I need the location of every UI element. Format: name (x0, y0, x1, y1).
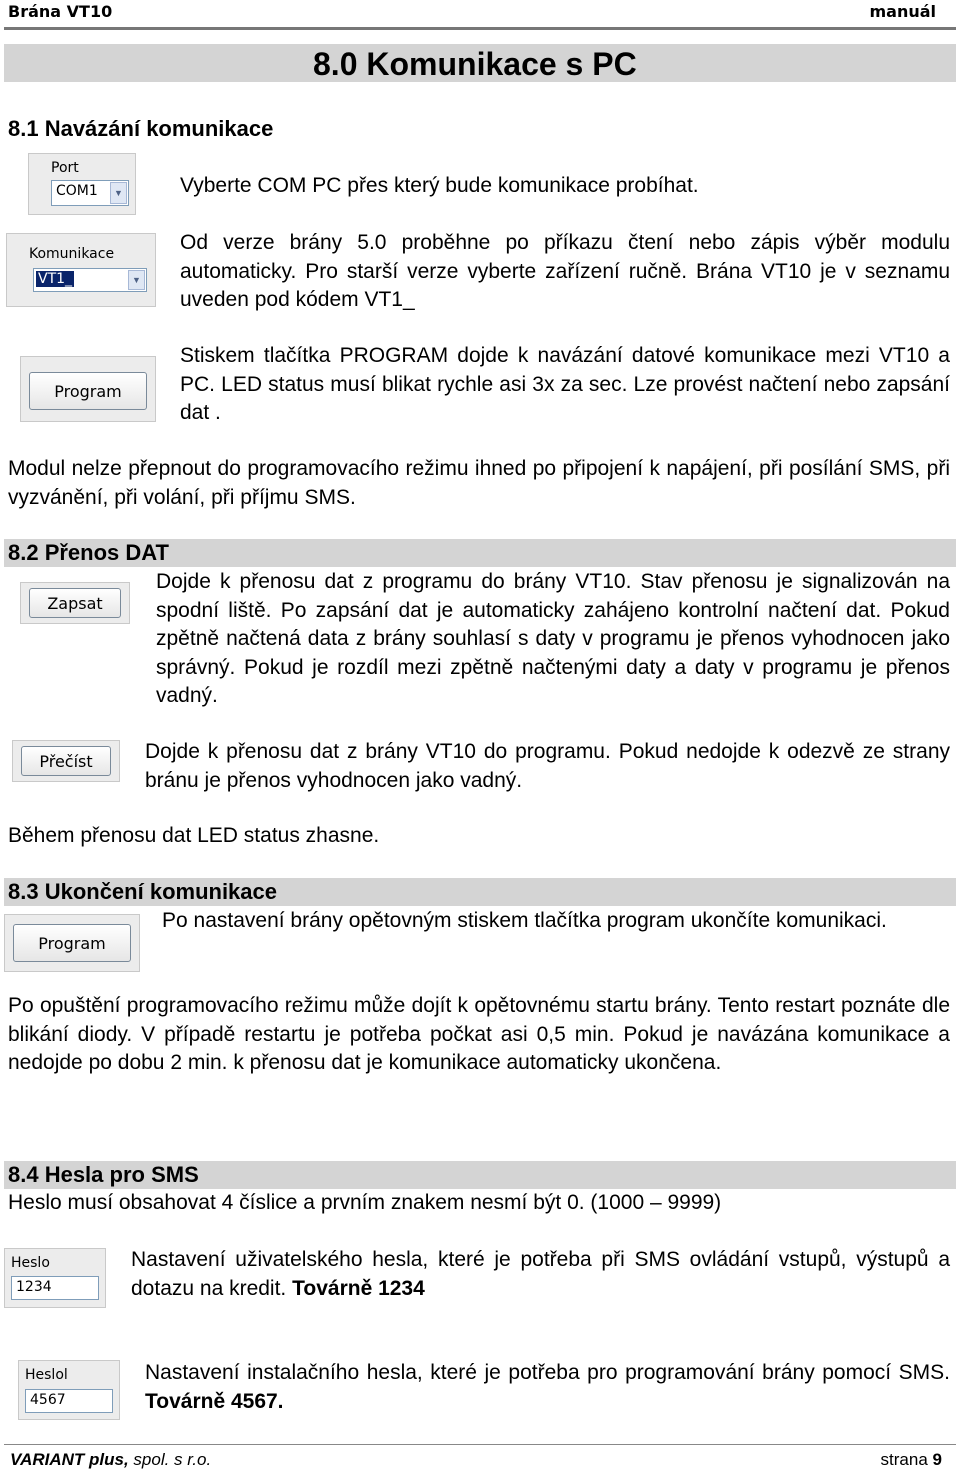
port-label: Port (51, 160, 79, 176)
precist-widget (12, 740, 120, 782)
footer-company (10, 1450, 211, 1470)
section-8-3-note: Po opuštění programovacího režimu může dojít k opětovnému startu brány. Tento restart poznáte dle blikání diody. V případě restartu je potřeba počkat asi 0,5 min. Pokud je navázána komunikace a nedojde po dobu 2 min. k přenosu dat je komunikace automaticky ukončena. (8, 994, 950, 1074)
footer-page-prefix: strana (880, 1450, 933, 1469)
precist-description: Dojde k přenosu dat z brány VT10 do programu. Pokud nedojde k odezvě ze strany bránu je přenos vyhodnocen jako vadný. (145, 740, 950, 792)
heslol-description-text: Nastavení instalačního hesla, které je potřeba pro programování brány pomocí SMS. (145, 1361, 950, 1384)
footer-company-name: VARIANT plus, (10, 1450, 129, 1469)
heslol-input[interactable]: 4567 (25, 1389, 113, 1413)
heslol-description (145, 1359, 950, 1416)
heslol-default: Továrně 4567. (145, 1389, 284, 1413)
document-type: manuál (869, 2, 936, 21)
page-number: 9 (932, 1450, 942, 1469)
komunikace-select-value: VT1_ (38, 271, 73, 287)
port-select-value: COM1 (56, 183, 98, 199)
program-end-widget (4, 914, 140, 972)
footer-divider (4, 1444, 956, 1445)
program-end-description: Po nastavení brány opětovným stiskem tlačítka program ukončíte komunikaci. (162, 909, 887, 932)
zapsat-button[interactable]: Zapsat (29, 588, 121, 618)
heslo-description (131, 1246, 950, 1303)
komunikace-widget (6, 233, 156, 307)
zapsat-widget (20, 582, 130, 624)
section-title-8-4: 8.4 Hesla pro SMS (8, 1162, 199, 1187)
program-end-button[interactable]: Program (13, 924, 131, 962)
komunikace-description: Od verze brány 5.0 proběhne po příkazu čtení nebo zápis výběr modulu automaticky. Pro starší verze vyberte zařízení ručně. Brána VT10 je v seznamu uveden pod kódem VT1_ (180, 231, 950, 311)
section-title-8-3: 8.3 Ukončení komunikace (8, 879, 277, 904)
program-button[interactable]: Program (29, 372, 147, 410)
footer-company-suffix: spol. s r.o. (128, 1450, 212, 1469)
zapsat-description: Dojde k přenosu dat z programu do brány VT10. Stav přenosu je signalizován na spodní liště. Po zapsání dat je automaticky zahájeno kontrolní načtení dat. Pokud zpětně načtená data z brány souhlasí s daty v programu je přenos vyhodnocen jako správný. Pokud je rozdíl mezi zpětně načtenými daty a daty v programu je přenos vadný. (156, 570, 950, 707)
heslo-input[interactable]: 1234 (11, 1276, 99, 1300)
heslo-widget (4, 1248, 106, 1308)
section-8-1-note: Modul nelze přepnout do programovacího režimu ihned po připojení k napájení, při posílání SMS, při vyzvánění, při volání, při příjmu SMS. (8, 457, 950, 509)
document-title: Brána VT10 (8, 2, 113, 21)
section-8-2-note: Během přenosu dat LED status zhasne. (8, 824, 380, 847)
program-widget (20, 356, 156, 422)
komunikace-label: Komunikace (29, 246, 115, 262)
heslo-label: Heslo (11, 1255, 50, 1271)
chevron-down-icon[interactable]: ▼ (110, 182, 127, 204)
password-rules: Heslo musí obsahovat 4 číslice a prvním znakem nesmí být 0. (1000 – 9999) (8, 1191, 722, 1214)
footer-page (881, 1450, 942, 1470)
heslol-widget (18, 1360, 120, 1420)
header-divider (4, 27, 956, 30)
section-title-8-1: 8.1 Navázání komunikace (8, 116, 274, 141)
heslo-default: Továrně 1234 (292, 1276, 425, 1300)
port-description: Vyberte COM PC přes který bude komunikace probíhat. (180, 174, 699, 197)
heslo-description-text: Nastavení uživatelského hesla, které je potřeba při SMS ovládání vstupů, výstupů a dotazu na kredit. (131, 1248, 950, 1300)
komunikace-select[interactable] (33, 268, 147, 292)
chapter-title: 8.0 Komunikace s PC (313, 46, 637, 82)
heslol-label: Heslol (25, 1367, 68, 1383)
precist-button[interactable]: Přečíst (21, 746, 111, 776)
port-select[interactable] (51, 180, 129, 206)
program-description: Stiskem tlačítka PROGRAM dojde k navázání datové komunikace mezi VT10 a PC. LED status musí blikat rychle asi 3x za sec. Lze provést načtení nebo zapsání dat . (180, 344, 950, 424)
section-title-8-2: 8.2 Přenos DAT (8, 540, 169, 565)
chevron-down-icon[interactable]: ▼ (128, 270, 145, 290)
port-widget (28, 153, 136, 215)
